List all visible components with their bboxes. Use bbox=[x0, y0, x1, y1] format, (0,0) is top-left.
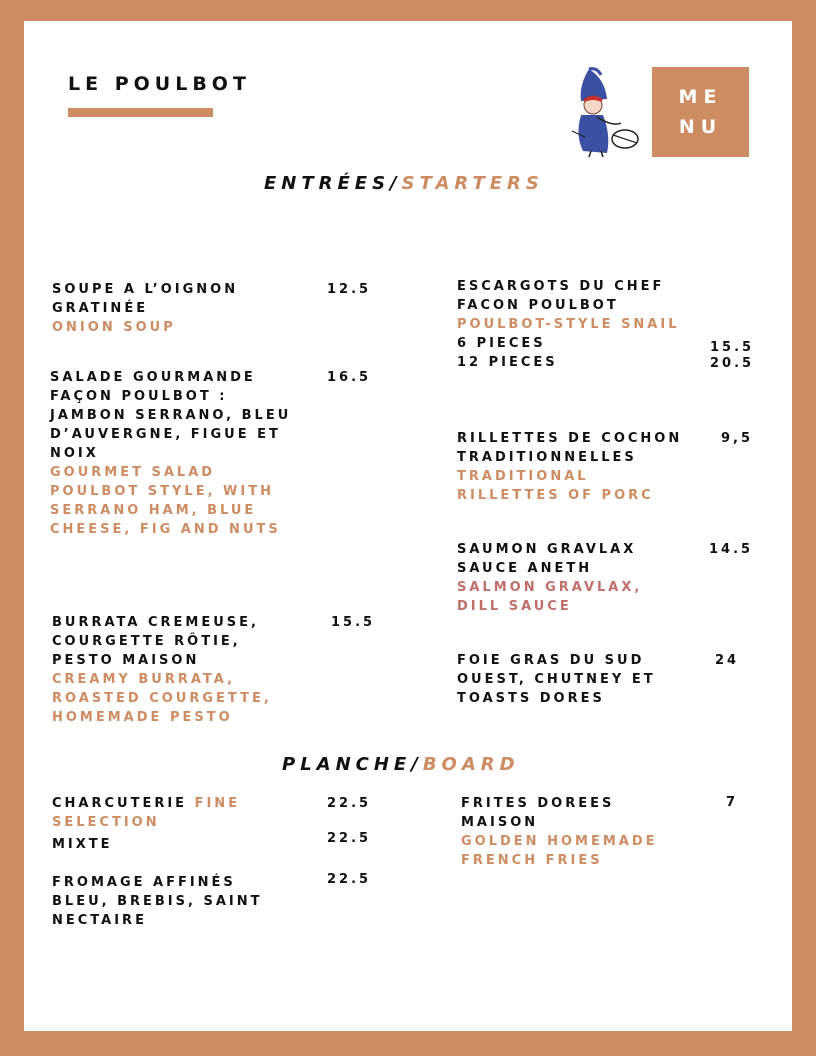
dish-name-line: RILLETTES DE COCHON bbox=[457, 431, 683, 446]
dish-name-line: BLEU, BREBIS, SAINT bbox=[52, 894, 263, 909]
dish-rillettes bbox=[457, 429, 682, 505]
dish-name-line: NOIX bbox=[50, 446, 99, 461]
dish-name-line: FROMAGE AFFINÉS bbox=[52, 875, 236, 890]
dish-name-line: PESTO MAISON bbox=[52, 653, 200, 668]
price-escargots-12: 20.5 bbox=[710, 356, 755, 371]
dish-option-label: 6 PIECES bbox=[457, 336, 546, 351]
dish-name-line: FRITES DOREES bbox=[461, 796, 615, 811]
dish-name-line: BURRATA CREMEUSE, bbox=[52, 615, 259, 630]
price-mixte: 22.5 bbox=[327, 831, 372, 846]
dish-name-line: SAUCE ANETH bbox=[457, 561, 593, 576]
dish-mixte: MIXTE bbox=[52, 837, 113, 852]
price-rillettes: 9,5 bbox=[721, 431, 754, 446]
price-fromage: 22.5 bbox=[327, 872, 372, 887]
poulbot-boy-illustration-icon bbox=[567, 65, 643, 159]
price-burrata: 15.5 bbox=[331, 615, 376, 630]
restaurant-name: LE POULBOT bbox=[68, 73, 251, 95]
dish-name-line: SALADE GOURMANDE bbox=[50, 370, 256, 385]
dish-frites bbox=[461, 794, 658, 870]
dish-translation-line: TRADITIONAL bbox=[457, 469, 589, 484]
dish-name-line: ESCARGOTS DU CHEF bbox=[457, 279, 665, 294]
dish-name: CHARCUTERIE bbox=[52, 796, 195, 811]
dish-foie-gras bbox=[457, 651, 656, 708]
brand-underline bbox=[68, 108, 213, 117]
dish-translation-line: RILLETTES OF PORC bbox=[457, 488, 654, 503]
section-title-board bbox=[282, 754, 520, 775]
dish-translation-line: ONION SOUP bbox=[52, 320, 176, 335]
dish-name-line bbox=[52, 794, 240, 813]
dish-translation-line: CHEESE, FIG AND NUTS bbox=[50, 522, 281, 537]
dish-translation-line: GOURMET SALAD bbox=[50, 465, 216, 480]
dish-translation: FINE bbox=[194, 796, 241, 811]
dish-onion-soup bbox=[52, 280, 238, 337]
price-onion-soup: 12.5 bbox=[327, 282, 372, 297]
dish-name-line: MAISON bbox=[461, 815, 539, 830]
dish-gourmet-salad bbox=[50, 368, 291, 539]
dish-translation-line: GOLDEN HOMEMADE bbox=[461, 834, 658, 849]
menu-page bbox=[24, 21, 792, 1031]
price-gourmet-salad: 16.5 bbox=[327, 370, 372, 385]
dish-translation-line: FRENCH FRIES bbox=[461, 853, 603, 868]
dish-translation-line: POULBOT-STYLE SNAIL bbox=[457, 317, 680, 332]
price-foie-gras: 24 bbox=[715, 653, 740, 668]
menu-badge-line2: NU bbox=[678, 116, 723, 138]
dish-translation-line: SELECTION bbox=[52, 815, 160, 830]
dish-name-line: FAÇON POULBOT : bbox=[50, 389, 228, 404]
dish-name-line: SOUPE A L’OIGNON bbox=[52, 282, 239, 297]
dish-name-line: D’AUVERGNE, FIGUE ET bbox=[50, 427, 281, 442]
price-charcuterie: 22.5 bbox=[327, 796, 372, 811]
dish-name-line: TRADITIONNELLES bbox=[457, 450, 637, 465]
dish-fromage bbox=[52, 873, 262, 930]
menu-badge bbox=[652, 67, 749, 157]
menu-badge-line1: ME bbox=[678, 86, 723, 108]
price-frites: 7 bbox=[726, 795, 739, 810]
dish-name-line: FOIE GRAS DU SUD bbox=[457, 653, 645, 668]
dish-charcuterie bbox=[52, 794, 240, 832]
dish-name-line: GRATINÉE bbox=[52, 301, 149, 316]
dish-translation-line: ROASTED COURGETTE, bbox=[52, 691, 272, 706]
dish-escargots bbox=[457, 277, 680, 372]
dish-name-line: TOASTS DORES bbox=[457, 691, 605, 706]
dish-translation-line: DILL SAUCE bbox=[457, 599, 572, 614]
dish-name-line: COURGETTE RÔTIE, bbox=[52, 634, 241, 649]
section-title-fr: PLANCHE/ bbox=[282, 754, 423, 775]
price-salmon-gravlax: 14.5 bbox=[709, 542, 754, 557]
section-title-en: STARTERS bbox=[401, 173, 544, 194]
dish-salmon-gravlax bbox=[457, 540, 642, 616]
dish-burrata bbox=[52, 613, 272, 727]
section-title-en: BOARD bbox=[422, 754, 520, 775]
dish-option-label: 12 PIECES bbox=[457, 355, 558, 370]
dish-translation-line: SERRANO HAM, BLUE bbox=[50, 503, 257, 518]
dish-name-line: FACON POULBOT bbox=[457, 298, 619, 313]
dish-translation-line: CREAMY BURRATA, bbox=[52, 672, 236, 687]
dish-name-line: SAUMON GRAVLAX bbox=[457, 542, 637, 557]
section-title-fr: ENTRÉES/ bbox=[264, 173, 402, 194]
dish-translation-line: POULBOT STYLE, WITH bbox=[50, 484, 274, 499]
dish-name-line: JAMBON SERRANO, BLEU bbox=[50, 408, 292, 423]
section-title-starters bbox=[264, 173, 544, 194]
dish-name-line: OUEST, CHUTNEY ET bbox=[457, 672, 656, 687]
dish-translation-line: SALMON GRAVLAX, bbox=[457, 580, 643, 595]
dish-translation-line: HOMEMADE PESTO bbox=[52, 710, 233, 725]
dish-name-line: NECTAIRE bbox=[52, 913, 147, 928]
price-escargots-6: 15.5 bbox=[710, 340, 755, 355]
